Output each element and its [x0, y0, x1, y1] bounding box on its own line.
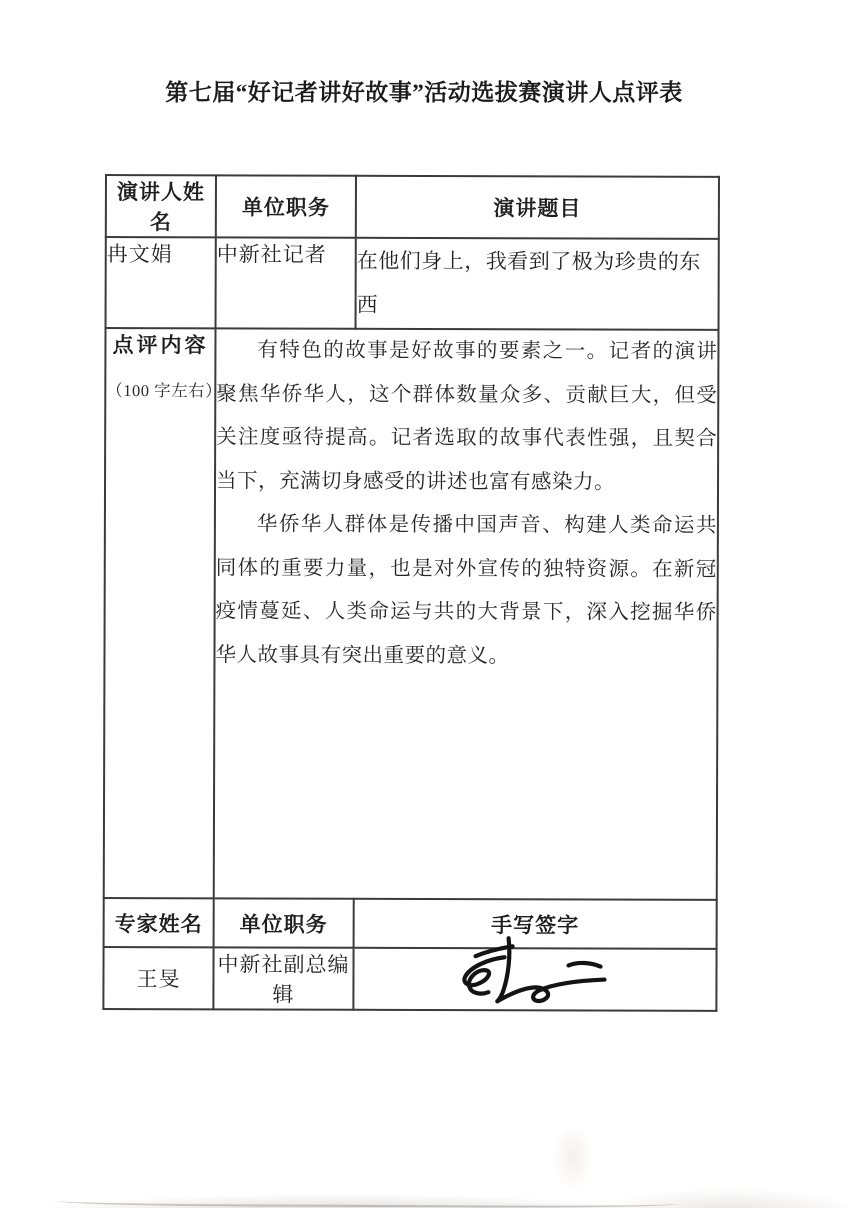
header-speech-title: 演讲题目: [356, 176, 719, 239]
header-unit-position: 单位职务: [216, 175, 356, 237]
comment-paragraph-2: 华侨华人群体是传播中国声音、构建人类命运共同体的重要力量，也是对外宣传的独特资源。在新冠疫情蔓延、人类命运与共的大背景下，深入挖掘华侨华人故事具有突出重要的意义。: [215, 513, 717, 667]
comment-content-cell: [214, 328, 719, 900]
comment-row: [104, 328, 719, 900]
expert-name-cell: 王旻: [103, 947, 213, 1009]
header-handwritten-signature: 手写签字: [354, 899, 717, 949]
header-expert-name: 专家姓名: [104, 898, 214, 947]
header-expert-position: 单位职务: [214, 898, 354, 947]
header-speaker-name: 演讲人姓名: [106, 175, 216, 237]
comment-label-cell: [104, 328, 223, 898]
speaker-name-cell: 冉文娟: [106, 237, 216, 328]
expert-header-row: [104, 898, 717, 949]
document-title: 第七届“好记者讲好故事”活动选拔赛演讲人点评表: [165, 80, 683, 105]
expert-position-cell: 中新社副总编辑: [213, 947, 353, 1009]
comment-label: 点评内容: [112, 333, 209, 358]
speech-title-cell: 在他们身上，我看到了极为珍贵的东西: [356, 238, 719, 330]
speaker-header-row: [106, 175, 719, 239]
handwritten-signature-icon: [442, 935, 622, 1031]
review-form-table: [102, 174, 720, 1012]
speaker-data-row: [106, 237, 719, 330]
signature-cell: [353, 948, 716, 1011]
comment-paragraph-1: 有特色的故事是好故事的要素之一。记者的演讲聚焦华侨华人，这个群体数量众多、贡献巨大，但受关注度亟待提高。记者选取的故事代表性强，且契合当下，充满切身感受的讲述也富有感染力。: [216, 339, 718, 494]
speaker-position-cell: 中新社记者: [216, 237, 356, 328]
comment-word-limit: （100 字左右）: [106, 381, 223, 401]
expert-data-row: [103, 947, 716, 1011]
